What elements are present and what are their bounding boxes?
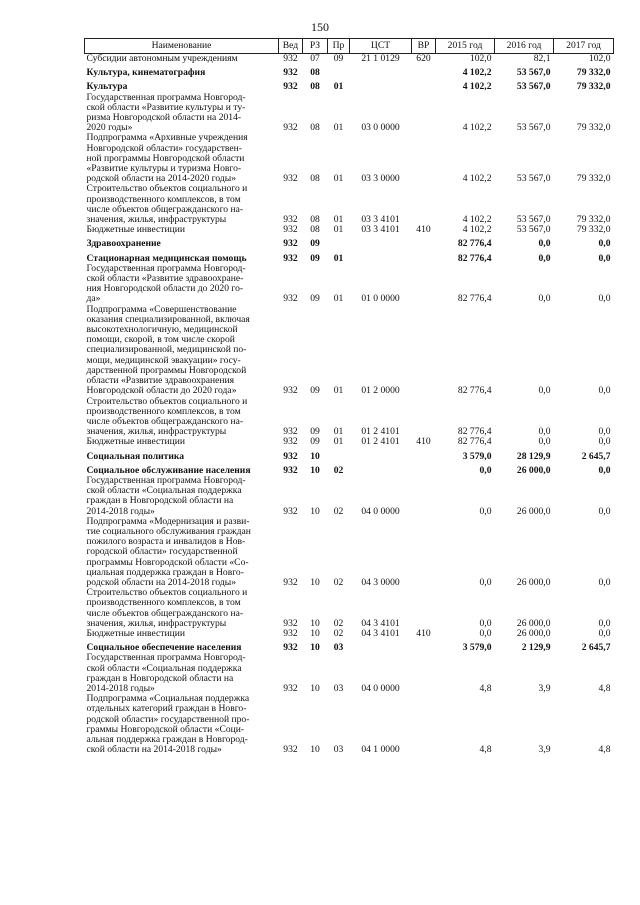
cell-2017: 79 332,0 [576, 81, 611, 93]
cell-name-line: родской области на 2014-2020 годы» [86, 173, 237, 185]
cell-2016: 0,0 [538, 426, 551, 438]
cell-ved: 932 [283, 642, 298, 654]
cell-cst: 04 1 0000 [361, 744, 400, 756]
cell-name-line: производственного комплексов, в том [86, 193, 241, 205]
cell-cst [350, 64, 412, 78]
table-row [85, 639, 614, 653]
cell-2016: 53 567,0 [516, 81, 551, 93]
table-row [85, 235, 614, 249]
cell-2015: 0,0 [479, 464, 492, 476]
cell-vr: 410 [416, 627, 431, 639]
cell-vr [412, 235, 436, 249]
table-row [85, 78, 614, 92]
cell-name-line: тие социального обслуживания граждан [86, 525, 251, 537]
cell-cst: 01 2 4101 [361, 436, 400, 448]
cell-name-line: ской области «Социальная поддержка [86, 485, 242, 497]
cell-name-line: значения, жилья, инфраструктуры [86, 426, 227, 438]
cell-pr [328, 64, 350, 78]
cell-pr: 01 [333, 252, 344, 264]
cell-2015: 82 776,4 [457, 238, 492, 250]
cell-pr: 03 [333, 682, 344, 694]
cell-vr [412, 448, 436, 462]
cell-name [85, 64, 279, 78]
cell-pr: 01 [333, 214, 344, 226]
cell-cst [350, 462, 412, 476]
cell-name-line: Новгородской области» государствен- [86, 142, 242, 154]
cell-2017: 79 332,0 [576, 214, 611, 226]
cell-vr [412, 133, 436, 184]
cell-name [85, 448, 279, 462]
cell-2015: 82 776,4 [457, 436, 492, 448]
header-vr: ВР [412, 39, 436, 54]
cell-name-line: 2014-2018 годы» [86, 682, 155, 694]
cell-name [85, 250, 279, 264]
cell-name-line: Бюджетные инвестиции [86, 224, 185, 236]
cell-name-line: граммы Новгородской области «Соци- [86, 723, 245, 735]
cell-name-line: программы Новгородской области «Со- [86, 556, 249, 568]
cell-pr: 02 [333, 505, 344, 517]
cell-2017: 0,0 [598, 293, 611, 305]
cell-cst [350, 78, 412, 92]
cell-name [85, 437, 279, 447]
cell-2017: 0,0 [598, 464, 611, 476]
cell-rz: 09 [310, 436, 320, 448]
table-row [85, 93, 614, 134]
table-row [85, 133, 614, 184]
cell-rz: 08 [310, 122, 320, 134]
header-2017: 2017 год [554, 39, 614, 54]
cell-name-line: области «Развитие здравоохранения [86, 375, 235, 387]
cell-ved: 932 [283, 464, 298, 476]
table-row [85, 629, 614, 639]
cell-2015: 82 776,4 [457, 252, 492, 264]
cell-ved: 932 [283, 744, 298, 756]
cell-2017: 4,8 [598, 744, 611, 756]
cell-2016: 0,0 [538, 436, 551, 448]
cell-cst [350, 235, 412, 249]
cell-ved: 932 [283, 67, 298, 79]
cell-name-line: Новгородской области до 2020 года» [86, 385, 237, 397]
cell-ved: 932 [283, 238, 298, 250]
header-row [85, 39, 614, 54]
cell-ved: 932 [283, 505, 298, 517]
page-number: 150 [311, 20, 329, 34]
cell-pr: 01 [333, 224, 344, 236]
cell-rz: 10 [310, 627, 320, 639]
table-row [85, 64, 614, 78]
cell-name [85, 225, 279, 235]
cell-pr: 02 [333, 464, 344, 476]
cell-name-line: Государственная программа Новгород- [86, 652, 246, 664]
cell-rz: 09 [310, 426, 320, 438]
cell-name-line: родской области» государственной про- [86, 713, 250, 725]
cell-pr [328, 235, 350, 249]
table-row [85, 264, 614, 305]
cell-cst: 01 2 4101 [361, 426, 400, 438]
cell-ved: 932 [283, 224, 298, 236]
cell-name [85, 133, 279, 184]
cell-name [85, 264, 279, 305]
cell-2017: 0,0 [598, 576, 611, 588]
cell-cst: 03 3 0000 [361, 173, 400, 185]
cell-name [85, 305, 279, 397]
cell-vr [412, 694, 436, 755]
cell-rz: 10 [310, 617, 320, 629]
cell-name-line: Подпрограмма «Архивные учреждения [86, 132, 248, 144]
cell-name-line: граждан в Новгородской области на [86, 672, 234, 684]
cell-rz: 10 [310, 464, 320, 476]
table-row [85, 437, 614, 447]
cell-ved: 932 [283, 122, 298, 134]
cell-name-line: Строительство объектов социального и [86, 183, 248, 195]
cell-rz: 10 [310, 450, 320, 462]
table-row [85, 54, 614, 65]
cell-ved: 932 [283, 450, 298, 462]
cell-name-line: граждан в Новгородской области на [86, 495, 234, 507]
cell-2017: 79 332,0 [576, 67, 611, 79]
cell-pr: 01 [333, 293, 344, 305]
cell-name [85, 639, 279, 653]
cell-name-line: Подпрограмма «Модернизация и разви- [86, 515, 250, 527]
cell-name-line: ния Новгородской области до 2020 го- [86, 283, 244, 295]
cell-name [85, 54, 279, 65]
cell-pr: 01 [333, 436, 344, 448]
header-name: Наименование [85, 39, 279, 54]
cell-2016: 26 000,0 [516, 576, 551, 588]
table-row [85, 462, 614, 476]
table-row [85, 694, 614, 755]
table-row [85, 517, 614, 588]
cell-pr: 01 [333, 122, 344, 134]
cell-ved: 932 [283, 252, 298, 264]
cell-pr [328, 448, 350, 462]
cell-cst: 04 0 0000 [361, 505, 400, 517]
cell-name [85, 476, 279, 517]
cell-2016: 0,0 [538, 238, 551, 250]
cell-2016: 26 000,0 [516, 627, 551, 639]
cell-rz: 10 [310, 505, 320, 517]
cell-vr [412, 184, 436, 225]
cell-pr: 03 [333, 744, 344, 756]
cell-rz: 08 [310, 214, 320, 226]
cell-rz: 10 [310, 744, 320, 756]
cell-rz: 09 [310, 252, 320, 264]
cell-cst: 03 3 4101 [361, 214, 400, 226]
cell-2015: 3 579,0 [462, 642, 492, 654]
cell-rz: 10 [310, 642, 320, 654]
table-row [85, 653, 614, 694]
cell-2017: 0,0 [598, 505, 611, 517]
cell-2015: 0,0 [479, 617, 492, 629]
cell-2017: 0,0 [598, 385, 611, 397]
cell-ved: 932 [283, 617, 298, 629]
cell-ved: 932 [283, 436, 298, 448]
cell-name-line: отдельных категорий граждан в Новго- [86, 703, 247, 715]
cell-name-line: Здравоохранение [86, 238, 161, 250]
cell-2017: 0,0 [598, 238, 611, 250]
cell-name-line: производственного комплексов, в том [86, 405, 241, 417]
cell-name [85, 462, 279, 476]
cell-2016: 3,9 [538, 682, 551, 694]
cell-2015: 4 102,2 [462, 67, 492, 79]
cell-vr [412, 64, 436, 78]
cell-pr: 02 [333, 576, 344, 588]
cell-name [85, 629, 279, 639]
cell-vr [412, 305, 436, 397]
cell-vr [412, 93, 436, 134]
cell-name-line: Субсидии автономным учреждениям [86, 53, 238, 64]
cell-2015: 4 102,2 [462, 122, 492, 134]
cell-rz: 08 [310, 173, 320, 185]
cell-vr [412, 517, 436, 588]
cell-2016: 53 567,0 [516, 224, 551, 236]
cell-ved: 932 [283, 81, 298, 93]
table-row [85, 225, 614, 235]
cell-ved: 932 [283, 173, 298, 185]
cell-rz: 10 [310, 576, 320, 588]
cell-vr [412, 397, 436, 438]
cell-pr: 01 [333, 426, 344, 438]
cell-vr [412, 476, 436, 517]
cell-name-line: Государственная программа Новгород- [86, 91, 246, 103]
cell-name-line: помощи, скорой, в том числе скорой [86, 334, 235, 346]
header-rz: РЗ [303, 39, 328, 54]
cell-rz: 09 [310, 293, 320, 305]
header-2016: 2016 год [495, 39, 554, 54]
cell-name-line: Социальная политика [86, 450, 185, 462]
cell-ved: 932 [283, 53, 298, 64]
cell-2015: 4 102,2 [462, 81, 492, 93]
cell-2017: 0,0 [598, 426, 611, 438]
cell-name-line: городской области» государственной [86, 546, 238, 558]
cell-rz: 08 [310, 67, 320, 79]
cell-name-line: Бюджетные инвестиции [86, 436, 185, 448]
cell-name-line: Строительство объектов социального и [86, 395, 248, 407]
cell-2016: 82,1 [533, 53, 551, 64]
cell-name-line: Культура [86, 81, 128, 93]
cell-2017: 2 645,7 [581, 450, 611, 462]
cell-name-line: производственного комплексов, в том [86, 597, 241, 609]
cell-2016: 26 000,0 [516, 464, 551, 476]
cell-2015: 4 102,2 [462, 214, 492, 226]
cell-2017: 0,0 [598, 436, 611, 448]
cell-cst: 04 3 4101 [361, 617, 400, 629]
cell-ved: 932 [283, 214, 298, 226]
cell-2015: 4 102,2 [462, 224, 492, 236]
cell-cst [350, 639, 412, 653]
cell-name-line: числе объектов общегражданского на- [86, 607, 244, 619]
cell-vr [412, 250, 436, 264]
cell-cst: 01 0 0000 [361, 293, 400, 305]
cell-2016: 0,0 [538, 385, 551, 397]
cell-pr: 01 [333, 173, 344, 185]
cell-vr: 620 [416, 53, 431, 64]
cell-vr: 410 [416, 436, 431, 448]
header-ved: Вед [279, 39, 303, 54]
cell-2017: 2 645,7 [581, 642, 611, 654]
cell-2015: 0,0 [479, 627, 492, 639]
cell-name-line: 2014-2018 годы» [86, 505, 155, 517]
cell-cst: 01 2 0000 [361, 385, 400, 397]
table-row [85, 305, 614, 397]
cell-2015: 4,8 [479, 744, 492, 756]
cell-name-line: пожилого возраста и инвалидов в Нов- [86, 536, 246, 548]
table-row [85, 476, 614, 517]
cell-vr: 410 [416, 224, 431, 236]
cell-name-line: дарственной программы Новгородской [86, 364, 247, 376]
cell-2015: 102,0 [469, 53, 492, 64]
cell-pr: 03 [333, 642, 344, 654]
cell-2016: 28 129,9 [516, 450, 551, 462]
cell-name [85, 588, 279, 629]
cell-name-line: Подпрограмма «Социальная поддержка [86, 693, 250, 705]
table-row [85, 397, 614, 438]
cell-2017: 79 332,0 [576, 173, 611, 185]
cell-name [85, 694, 279, 755]
cell-vr [412, 639, 436, 653]
cell-rz: 09 [310, 238, 320, 250]
cell-name-line: ской области «Развитие культуры и ту- [86, 101, 246, 113]
cell-name-line: числе объектов общегражданского на- [86, 203, 244, 215]
cell-name-line: Государственная программа Новгород- [86, 262, 246, 274]
cell-2017: 79 332,0 [576, 122, 611, 134]
cell-name-line: высокотехнологичную, медицинской [86, 324, 238, 336]
cell-cst: 21 1 0129 [361, 53, 400, 64]
cell-name-line: числе объектов общегражданского на- [86, 415, 244, 427]
table-row [85, 250, 614, 264]
header-2015: 2015 год [436, 39, 495, 54]
cell-name-line: значения, жилья, инфраструктуры [86, 617, 227, 629]
cell-2017: 4,8 [598, 682, 611, 694]
cell-name-line: ской области «Развитие здравоохране- [86, 273, 244, 285]
cell-2015: 3 579,0 [462, 450, 492, 462]
cell-2017: 0,0 [598, 617, 611, 629]
cell-vr [412, 78, 436, 92]
cell-name-line: родской области на 2014-2018 годы» [86, 576, 237, 588]
cell-name-line: ской области на 2014-2018 годы» [86, 744, 222, 756]
header-cst: ЦСТ [350, 39, 412, 54]
cell-name-line: ской области «Социальная поддержка [86, 662, 242, 674]
cell-2015: 0,0 [479, 505, 492, 517]
cell-2016: 2 129,9 [521, 642, 551, 654]
cell-2015: 82 776,4 [457, 426, 492, 438]
cell-rz: 07 [310, 53, 320, 64]
cell-2017: 0,0 [598, 627, 611, 639]
cell-cst [350, 250, 412, 264]
cell-name-line: специализированной, медицинской по- [86, 344, 247, 356]
cell-pr: 02 [333, 627, 344, 639]
cell-vr [412, 462, 436, 476]
cell-name-line: Социальное обеспечение населения [86, 642, 242, 654]
cell-rz: 08 [310, 224, 320, 236]
cell-rz: 09 [310, 385, 320, 397]
cell-name-line: оказания специализированной, включая [86, 313, 250, 325]
cell-cst: 04 3 4101 [361, 627, 400, 639]
cell-name-line: да» [86, 293, 101, 305]
cell-2016: 0,0 [538, 252, 551, 264]
cell-cst: 04 0 0000 [361, 682, 400, 694]
cell-2015: 0,0 [479, 576, 492, 588]
cell-2017: 102,0 [588, 53, 611, 64]
cell-pr: 09 [333, 53, 344, 64]
cell-cst: 03 0 0000 [361, 122, 400, 134]
cell-name-line: Государственная программа Новгород- [86, 474, 246, 486]
cell-ved: 932 [283, 385, 298, 397]
cell-ved: 932 [283, 426, 298, 438]
budget-table [84, 38, 614, 755]
cell-2016: 3,9 [538, 744, 551, 756]
cell-rz: 10 [310, 682, 320, 694]
cell-ved: 932 [283, 293, 298, 305]
cell-name [85, 93, 279, 134]
table-row [85, 448, 614, 462]
cell-name-line: Культура, кинематография [86, 67, 206, 79]
cell-name-line: Стационарная медицинская помощь [86, 252, 247, 264]
cell-name-line: Подпрограмма «Совершенствование [86, 303, 237, 315]
cell-2015: 4,8 [479, 682, 492, 694]
cell-2016: 53 567,0 [516, 122, 551, 134]
cell-2015: 82 776,4 [457, 293, 492, 305]
cell-pr: 01 [333, 385, 344, 397]
cell-name-line: циальная поддержка граждан в Новго- [86, 566, 244, 578]
cell-pr: 01 [333, 81, 344, 93]
cell-ved: 932 [283, 576, 298, 588]
cell-name-line: Строительство объектов социального и [86, 587, 248, 599]
cell-2016: 53 567,0 [516, 67, 551, 79]
cell-name [85, 397, 279, 438]
cell-name-line: Бюджетные инвестиции [86, 627, 185, 639]
table-row [85, 184, 614, 225]
cell-2016: 26 000,0 [516, 505, 551, 517]
cell-name [85, 235, 279, 249]
cell-2016: 53 567,0 [516, 173, 551, 185]
cell-2017: 0,0 [598, 252, 611, 264]
table-body [85, 54, 614, 756]
cell-name [85, 78, 279, 92]
cell-name-line: ной программы Новгородской области [86, 152, 245, 164]
cell-name-line: Социальное обслуживание населения [86, 464, 251, 476]
cell-name [85, 517, 279, 588]
cell-name [85, 653, 279, 694]
cell-ved: 932 [283, 627, 298, 639]
cell-cst: 03 3 4101 [361, 224, 400, 236]
cell-name-line: ризма Новгородской области на 2014- [86, 112, 242, 124]
cell-2016: 26 000,0 [516, 617, 551, 629]
cell-name-line: значения, жилья, инфраструктуры [86, 214, 227, 226]
cell-name-line: мощи, медицинской эвакуации» госу- [86, 354, 241, 366]
cell-rz: 08 [310, 81, 320, 93]
cell-2017: 79 332,0 [576, 224, 611, 236]
cell-name-line: альная поддержка граждан в Новгород- [86, 734, 248, 745]
table-row [85, 588, 614, 629]
cell-pr: 02 [333, 617, 344, 629]
cell-vr [412, 588, 436, 629]
cell-cst: 04 3 0000 [361, 576, 400, 588]
cell-name-line: 2020 годы» [86, 122, 133, 134]
header-pr: Пр [328, 39, 350, 54]
cell-ved: 932 [283, 682, 298, 694]
cell-cst [350, 448, 412, 462]
cell-name-line: «Развитие культуры и туризма Новго- [86, 163, 242, 175]
cell-2016: 0,0 [538, 293, 551, 305]
cell-vr [412, 653, 436, 694]
cell-name [85, 184, 279, 225]
cell-2016: 53 567,0 [516, 214, 551, 226]
cell-vr [412, 264, 436, 305]
cell-2015: 4 102,2 [462, 173, 492, 185]
cell-2015: 82 776,4 [457, 385, 492, 397]
